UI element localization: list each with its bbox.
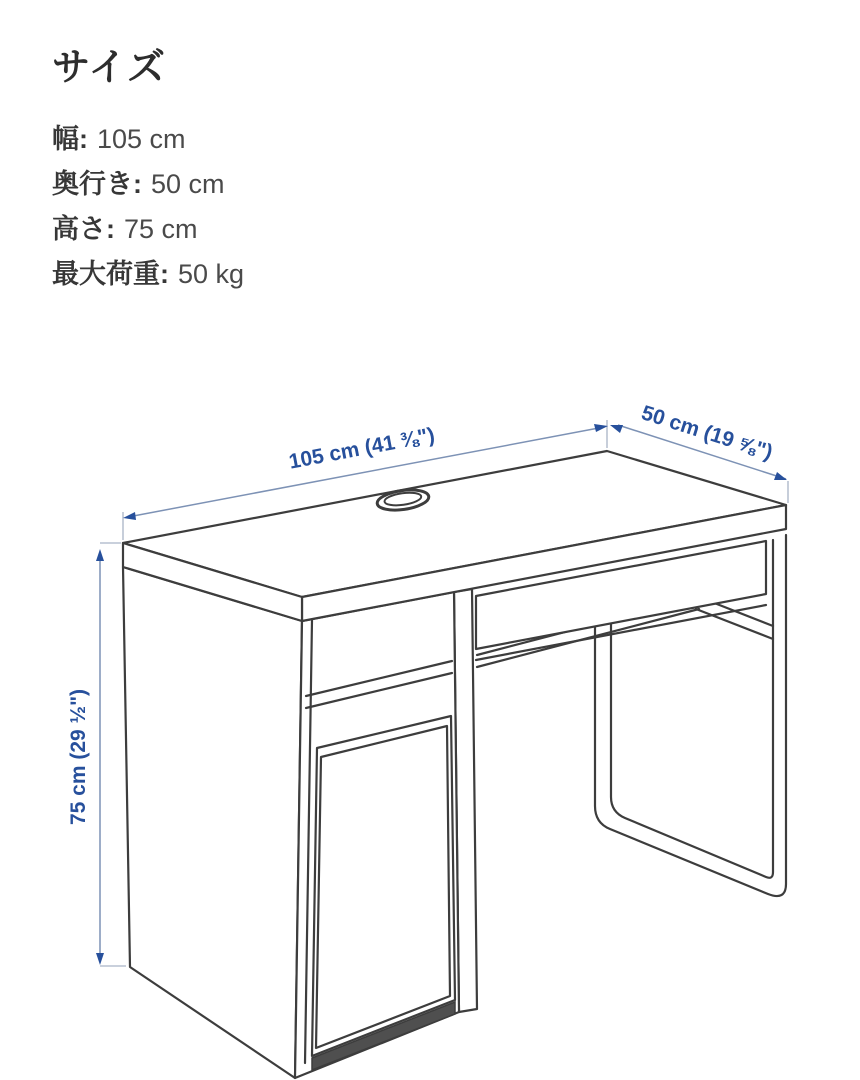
side-top-rail-line-2 xyxy=(696,609,773,639)
size-section-header xyxy=(52,36,652,297)
depth-arrowhead-left xyxy=(610,425,623,433)
spec-value-height: 75 cm xyxy=(124,214,198,244)
spec-label-depth: 奥行き: xyxy=(52,169,142,199)
spec-row-height xyxy=(52,207,652,252)
height-dimension-label: 75 cm (29 ½") xyxy=(67,688,90,826)
spec-label-height: 高さ: xyxy=(52,214,115,244)
spec-row-width xyxy=(52,117,652,162)
pedestal-side-panel xyxy=(123,567,302,1078)
height-arrowhead-bottom xyxy=(96,953,104,965)
height-arrowhead-top xyxy=(96,549,104,561)
spec-label-width: 幅: xyxy=(52,124,88,154)
page-title: サイズ xyxy=(52,47,166,89)
spec-value-depth: 50 cm xyxy=(151,169,225,199)
spec-row-depth xyxy=(52,162,652,207)
pedestal xyxy=(123,567,459,1078)
spec-list xyxy=(52,117,652,297)
spec-value-width: 105 cm xyxy=(97,124,186,154)
spec-row-max-load xyxy=(52,252,652,297)
spec-label-max-load: 最大荷重: xyxy=(52,259,169,289)
depth-dimension-label: 50 cm (19 ⅝") xyxy=(638,401,776,465)
spec-value-max-load: 50 kg xyxy=(178,259,245,289)
width-arrowhead-left xyxy=(123,512,136,520)
depth-arrowhead-right xyxy=(774,472,787,480)
width-arrowhead-right xyxy=(594,424,608,432)
dimension-height xyxy=(67,543,126,966)
desk-dimension-diagram xyxy=(0,380,860,1080)
desk-drawing xyxy=(0,380,860,1080)
width-dimension-label: 105 cm (41 ⅜") xyxy=(287,423,437,474)
